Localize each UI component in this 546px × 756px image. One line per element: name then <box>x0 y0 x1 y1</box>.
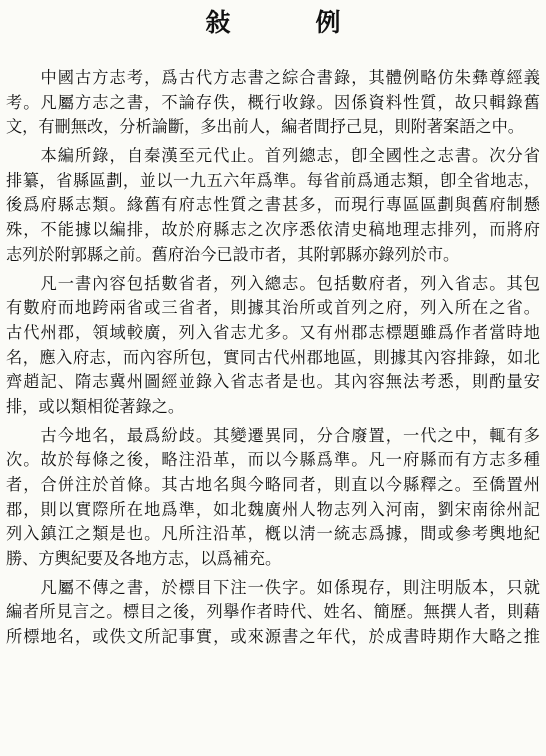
text-line: 文，有刪無改，分析論斷，多出前人，編者間抒己見，則附著案語之中。 <box>6 117 524 137</box>
text-line: 凡屬不傳之書，於標目下注一佚字。如係現存，則注明版本，只就 <box>6 577 540 597</box>
text-line: 本編所錄，自秦漢至元代止。首列總志，卽全國性之志書。次分省 <box>6 146 540 166</box>
text-line: 次。故於每條之後，略注沿革，而以今縣爲準。凡一府縣而有方志多種 <box>6 450 540 470</box>
text-line: 有數府而地跨兩省或三省者，則據其治所或首列之府，列入所在之省。 <box>6 298 540 318</box>
text-line: 勝、方輿紀要及各地方志，以爲補充。 <box>6 549 282 569</box>
text-line: 者，合併注於首條。其古地名與今略同者，則直以今縣釋之。至僑置州 <box>6 475 540 494</box>
text-line: 郡，則以實際所在地爲準，如北魏廣州人物志列入河南，劉宋南徐州記 <box>6 499 540 519</box>
page-title: 敍 例 <box>205 8 371 37</box>
text-line: 殊，不能據以編排，故於府縣志之次序悉依清史稿地理志排列，而將府 <box>6 220 540 240</box>
text-line: 考。凡屬方志之書，不論存佚，概行收錄。因係資料性質，故只輯錄舊 <box>6 92 540 112</box>
text-line: 排纂，省縣區劃，並以一九五六年爲準。每省前爲通志類，卽全省地志， <box>6 170 540 190</box>
paragraph <box>6 576 540 650</box>
text-line: 志列於附郭縣之前。舊府治今已設市者，其附郭縣亦錄列於市。 <box>6 244 460 264</box>
text-line: 列入鎮江之類是也。凡所注沿革，槪以淸一統志爲據，間或參考輿地紀 <box>6 524 540 544</box>
body-text <box>6 66 540 650</box>
text-line: 名，應入府志，而內容所包，實同古代州郡地區，則據其內容排錄，如北 <box>6 347 540 367</box>
text-line: 齊趙記、隋志冀州圖經並錄入省志者是也。其內容無法考悉，則酌量安 <box>6 372 540 392</box>
paragraph <box>6 272 540 420</box>
text-line: 中國古方志考，爲古代方志書之綜合書錄，其體例略仿朱彝尊經義 <box>6 68 540 87</box>
paragraph <box>6 144 540 267</box>
paragraph <box>6 66 540 140</box>
text-line: 古今地名，最爲紛歧。其變遷異同，分合廢置，一代之中，輒有多 <box>6 425 540 445</box>
text-line: 所標地名，或佚文所記事實，或來源書之年代，於成書時期作大略之推 <box>6 627 540 647</box>
paragraph <box>6 424 540 572</box>
text-line: 排，或以類相從著錄之。 <box>6 396 185 416</box>
text-line: 編者所見言之。標目之後，列擧作者時代、姓名、簡歷。無撰人者，則藉 <box>6 602 540 622</box>
text-line: 後爲府縣志類。緣舊有府志性質之書甚多，而現行專區區劃與舊府制懸 <box>6 195 540 215</box>
text-line: 古代州郡，領域較廣，列入省志尤多。又有州郡志標題雖爲作者當時地 <box>6 322 540 342</box>
text-line: 凡一書內容包括數省者，列入總志。包括數府者，列入省志。其包 <box>6 273 540 293</box>
